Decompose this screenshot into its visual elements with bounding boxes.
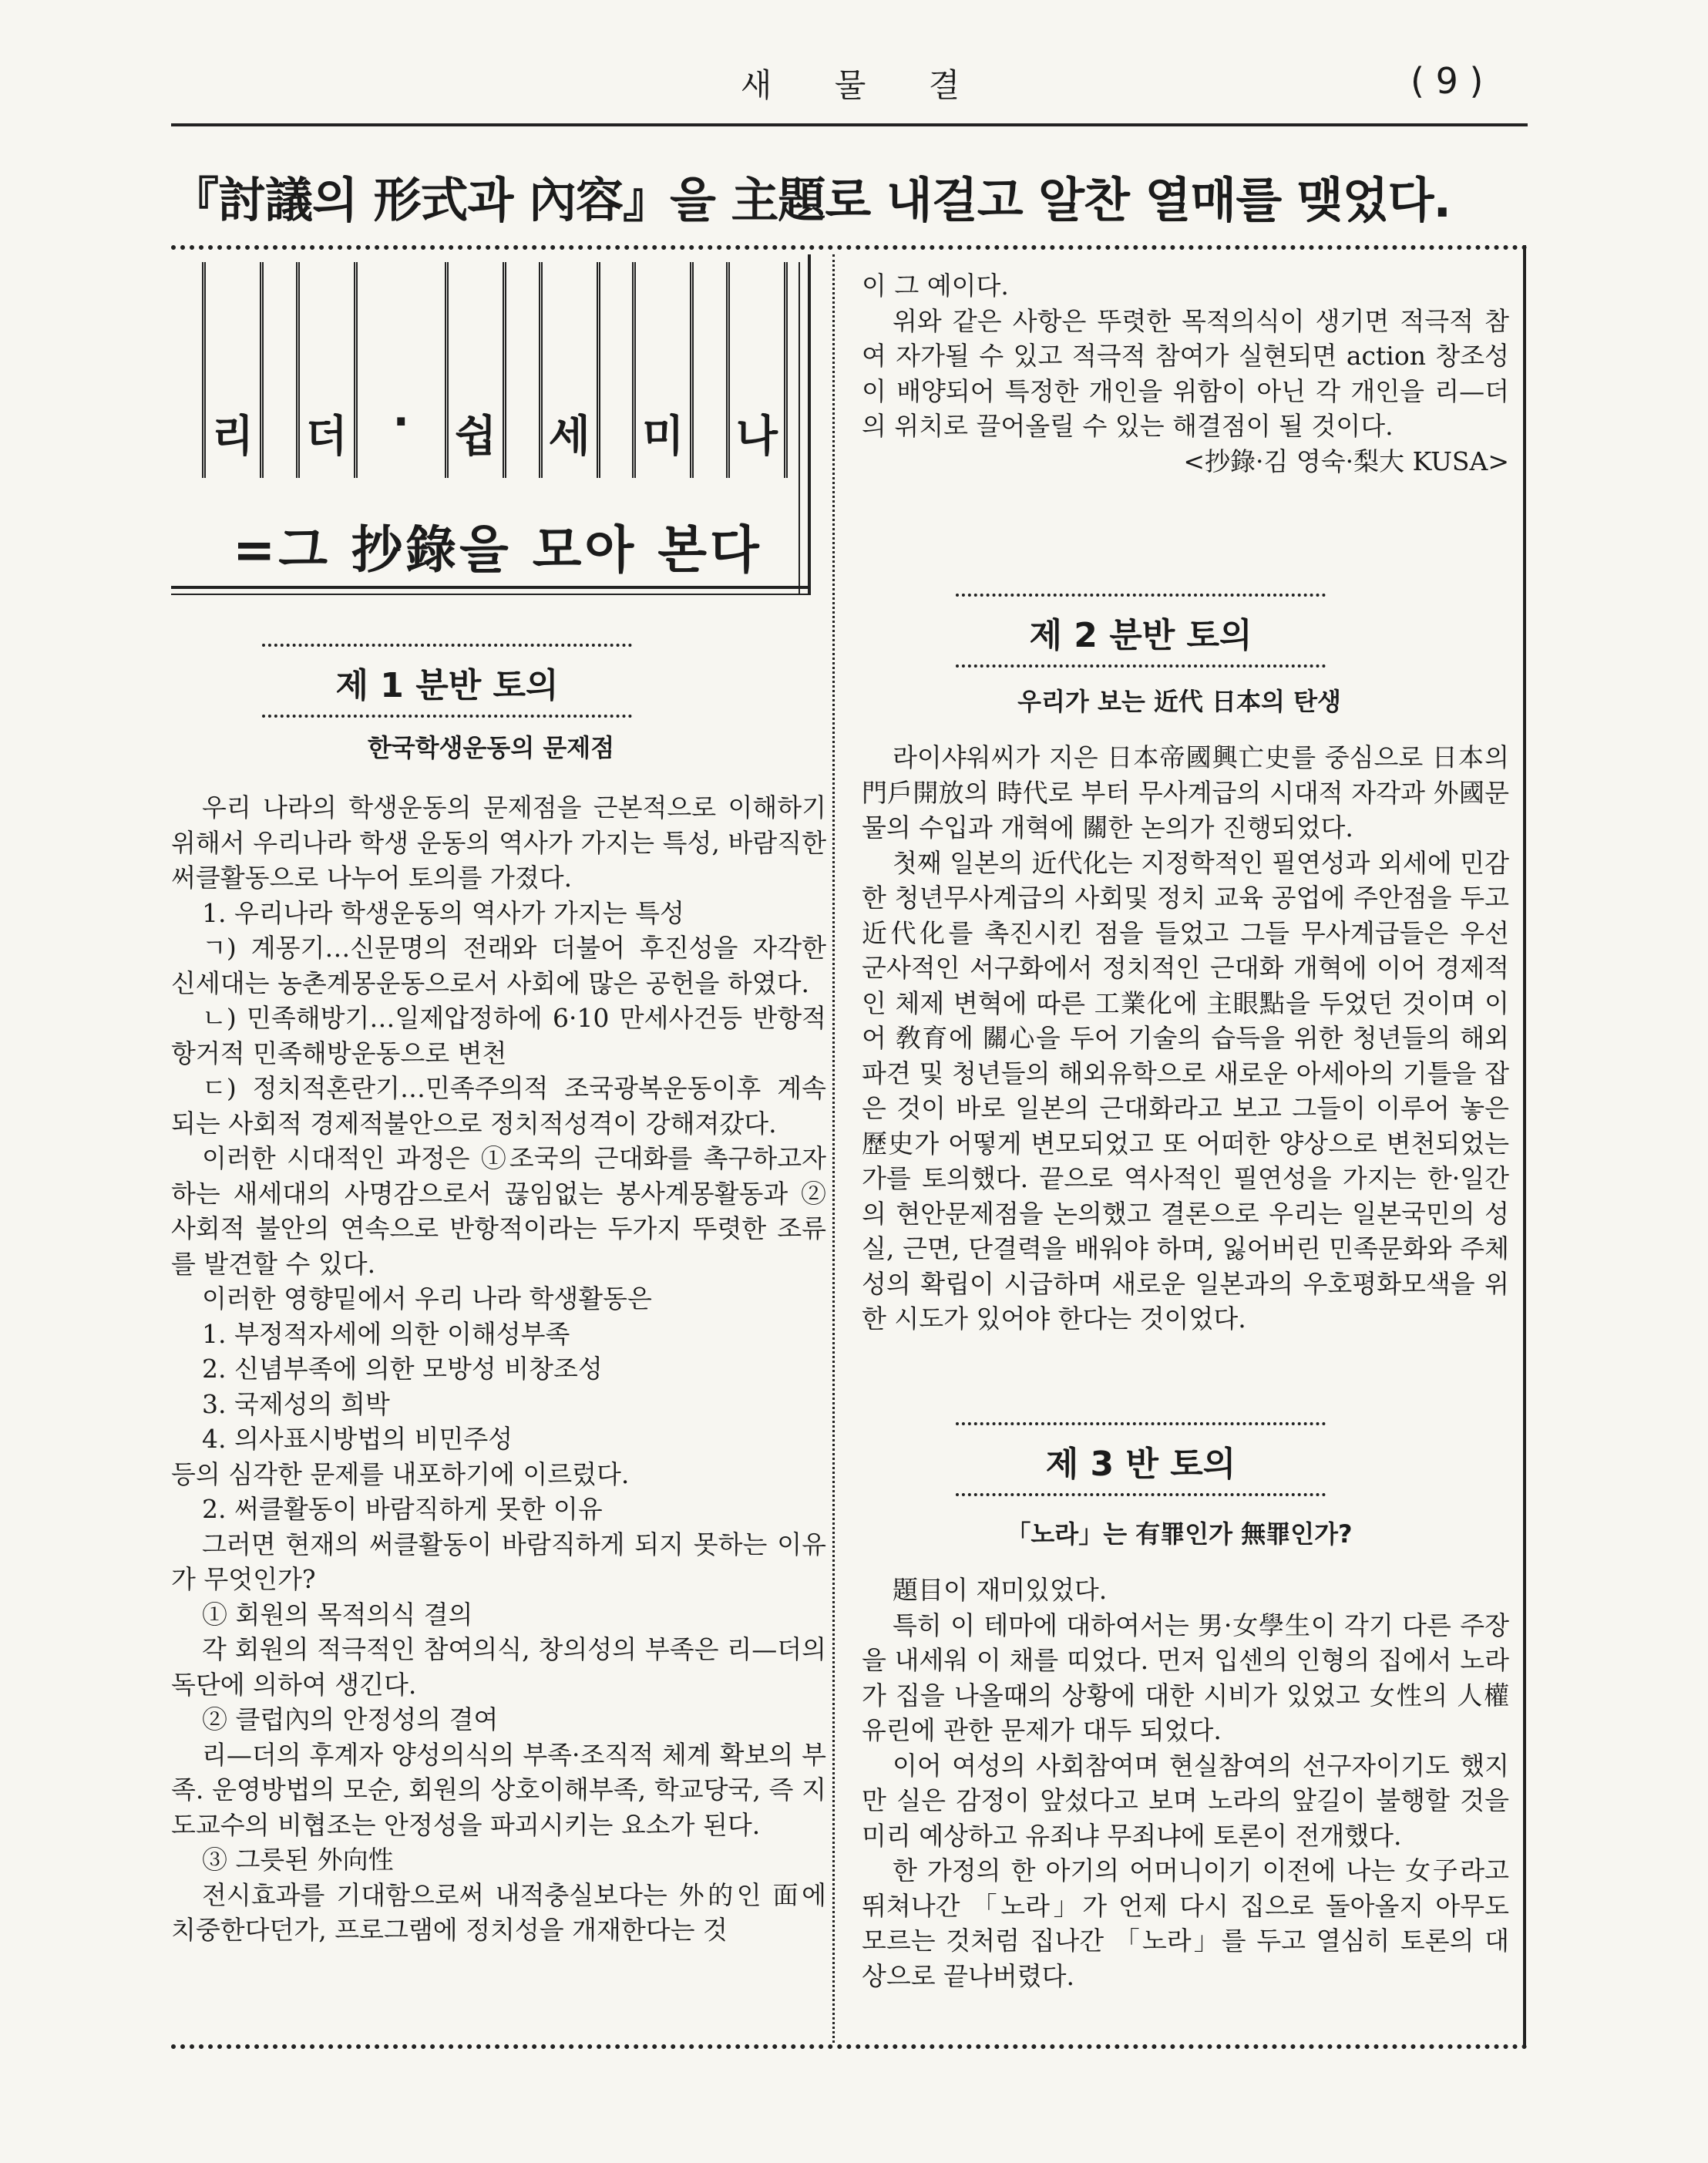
section1-body xyxy=(171,790,826,1948)
title-box-side xyxy=(808,254,811,594)
section3-heading: 제 3 반 토의 xyxy=(1045,1445,1236,1484)
column-divider xyxy=(832,254,835,2043)
title-letter: 쉽 xyxy=(445,262,506,478)
paragraph: ㄷ) 정치적혼란기…민족주의적 조국광복운동이후 계속되는 사회적 경제적불안으로 정치적성격이 강해져갔다. xyxy=(171,1073,826,1139)
seminar-subtitle: =그 抄錄을 모아 본다 xyxy=(233,520,762,580)
seminar-title-box xyxy=(171,254,811,594)
paragraph: 2. 신념부족에 의한 모방성 비창조성 xyxy=(202,1354,603,1384)
paragraph: 리—더의 후계자 양성의식의 부족·조직적 체계 확보의 부족. 운영방법의 모순, 회원의 상호이해부족, 학교당국, 즉 지도교수의 비협조는 안정성을 파괴시키는 요소가 된다. xyxy=(171,1739,826,1840)
section2-heading: 제 2 분반 토의 xyxy=(1029,616,1252,655)
paragraph: 이 그 예이다. xyxy=(862,271,1009,301)
paragraph: 위와 같은 사항은 뚜렷한 목적의식이 생기면 적극적 참여 자가될 수 있고 적극적 참여가 실현되면 action 창조성이 배양되어 특정한 개인을 위함이 아닌 각 개인을 리—더의 위치로 끌어올릴 수 있는 해결점이 될 것이다. xyxy=(862,305,1509,441)
paragraph: 3. 국제성의 희박 xyxy=(202,1388,390,1419)
paragraph: ② 클럽內의 안정성의 결여 xyxy=(202,1704,499,1734)
paragraph: 이러한 시대적인 과정은 ①조국의 근대화를 촉구하고자 하는 새세대의 사명감으로서 끊임없는 봉사계몽활동과 ②사회적 불안의 연속으로 반항적이라는 두가지 뚜렷한 조류를 발견할 수 있다. xyxy=(171,1143,826,1279)
paragraph: ㄱ) 계몽기…신문명의 전래와 더불어 후진성을 자각한 신세대는 농촌계몽운동으로서 사회에 많은 공헌을 하였다. xyxy=(171,933,826,998)
title-letter: 나 xyxy=(726,262,788,478)
section2-body xyxy=(862,740,1509,1337)
paragraph: 특히 이 테마에 대하여서는 男·女學生이 각기 다른 주장을 내세워 이 채를 띠었다. 먼저 입센의 인형의 집에서 노라가 집을 나올때의 상황에 대한 시비가 있었고 女性의 人權 유린에 관한 문제가 대두 되었다. xyxy=(862,1610,1509,1745)
paragraph: 1. 부정적자세에 의한 이해성부족 xyxy=(202,1318,570,1349)
dotted-rule xyxy=(956,664,1326,668)
dotted-rule xyxy=(956,1493,1326,1496)
paragraph: 이러한 영향밑에서 우리 나라 학생활동은 xyxy=(202,1283,652,1314)
frame-top-dotted-rule xyxy=(171,245,1528,250)
paragraph: 등의 심각한 문제를 내포하기에 이르렀다. xyxy=(171,1458,630,1489)
paragraph: 그러면 현재의 써클활동이 바람직하게 되지 못하는 이유가 무엇인가? xyxy=(171,1529,826,1594)
dotted-rule xyxy=(956,1422,1326,1425)
section3-heading-block xyxy=(956,1422,1326,1496)
title-box-rule xyxy=(171,594,811,595)
paragraph: 2. 써클활동이 바람직하게 못한 이유 xyxy=(202,1494,603,1524)
paragraph: ㄴ) 민족해방기…일제압정하에 6·10 만세사건등 반항적 항거적 민족해방운동으로 변천 xyxy=(171,1003,826,1068)
section2-heading-block xyxy=(956,594,1326,668)
section2-subheading: 우리가 보는 近代 日本의 탄생 xyxy=(1017,687,1341,716)
newspaper-title: 새 물 결 xyxy=(740,66,987,104)
paragraph: 각 회원의 적극적인 참여의식, 창의성의 부족은 리—더의 독단에 의하여 생긴다. xyxy=(171,1634,826,1700)
page-number: ( 9 ) xyxy=(1410,60,1484,102)
paragraph: 題目이 재미있었다. xyxy=(893,1575,1108,1605)
title-letter: · xyxy=(392,397,409,447)
header-rule xyxy=(171,123,1528,126)
dotted-rule xyxy=(262,715,632,718)
section3-subheading: 「노라」는 有罪인가 無罪인가? xyxy=(1006,1519,1353,1549)
paragraph: 이어 여성의 사회참여며 현실참여의 선구자이기도 했지만 실은 감정이 앞섰다고 보며 노라의 앞길이 불행할 것을 미리 예상하고 유죄냐 무죄냐에 토론이 전개했다. xyxy=(862,1750,1509,1851)
paragraph: 4. 의사표시방법의 비민주성 xyxy=(202,1424,513,1454)
title-letter: 미 xyxy=(632,262,694,478)
title-box-side xyxy=(799,262,800,594)
frame-bottom-dotted-rule xyxy=(171,2044,1528,2049)
dotted-rule xyxy=(956,594,1326,597)
col2-top-body xyxy=(862,268,1509,479)
headline: 『討議의 形式과 內容』을 主題로 내걸고 알찬 열매를 맺었다. xyxy=(171,172,1451,228)
paragraph: 우리 나라의 학생운동의 문제점을 근본적으로 이해하기 위해서 우리나라 학생 운동의 역사가 가지는 특성, 바람직한 써클활동으로 나누어 토의를 가졌다. xyxy=(171,792,826,893)
section3-body xyxy=(862,1573,1509,1993)
section1-subheading: 한국학생운동의 문제점 xyxy=(367,733,615,762)
frame-right-rule xyxy=(1523,245,1526,2047)
paragraph: 첫째 일본의 近代化는 지정학적인 필연성과 외세에 민감한 청년무사계급의 사회및 정치 교육 공업에 주안점을 두고 近代化를 촉진시킨 점을 들었고 그들 무사계급들은 우선 군사적인 서구화에서 정치적인 근대화 개혁에 이어 경제적인 체제 변혁에 따른 工業化에 主眼點을 두었던 것이며 이어 敎育에 關心을 두어 기술의 습득을 위한 청년들의 해외파견 및 청년들의 해외유학으로 새로운 아세아의 기틀을 잡은 것이 바로 일본의 근대화라고 보고 그들이 이루어 놓은 歷史가 어떻게 변모되었고 또 어떠한 양상으로 변천되었는 가를 토의했다. 끝으로 역사적인 필연성을 가지는 한·일간의 현안문제점을 논의했고 결론으로 우리는 일본국민의 성실, 근면, 단결력을 배워야 하며, 잃어버린 민족문화와 주체성의 확립이 시급하며 새로운 일본과의 우호평화모색을 위한 시도가 있어야 한다는 것이었다. xyxy=(862,847,1510,1334)
paragraph: ① 회원의 목적의식 결의 xyxy=(202,1599,473,1630)
paragraph: 라이샤워씨가 지은 日本帝國興亡史를 중심으로 日本의 門戶開放의 時代로 부터 무사계급의 시대적 자각과 外國문물의 수입과 개혁에 關한 논의가 진행되었다. xyxy=(862,742,1509,843)
title-letter: 리 xyxy=(202,262,264,478)
seminar-title-letters xyxy=(202,262,788,493)
paragraph: 한 가정의 한 아기의 어머니이기 이전에 나는 女子라고 뛰쳐나간 「노라」가 언제 다시 집으로 돌아올지 아무도 모르는 것처럼 집나간 「노라」를 두고 열심히 토론의 대상으로 끝나버렸다. xyxy=(862,1855,1509,1991)
credit-line: <抄錄·김 영숙·梨大 KUSA> xyxy=(1183,446,1509,476)
section1-heading-block xyxy=(262,644,632,718)
paragraph: ③ 그릇된 外向性 xyxy=(202,1845,394,1875)
title-letter: 더 xyxy=(296,262,358,478)
dotted-rule xyxy=(262,644,632,647)
paragraph: 전시효과를 기대함으로써 내적충실보다는 外的인 面에 치중한다던가, 프로그램에 정치성을 개재한다는 것 xyxy=(171,1879,826,1945)
paragraph: 1. 우리나라 학생운동의 역사가 가지는 특성 xyxy=(202,897,684,928)
title-letter: 세 xyxy=(539,262,600,478)
title-box-rule xyxy=(171,586,811,589)
section1-heading: 제 1 분반 토의 xyxy=(335,666,559,705)
